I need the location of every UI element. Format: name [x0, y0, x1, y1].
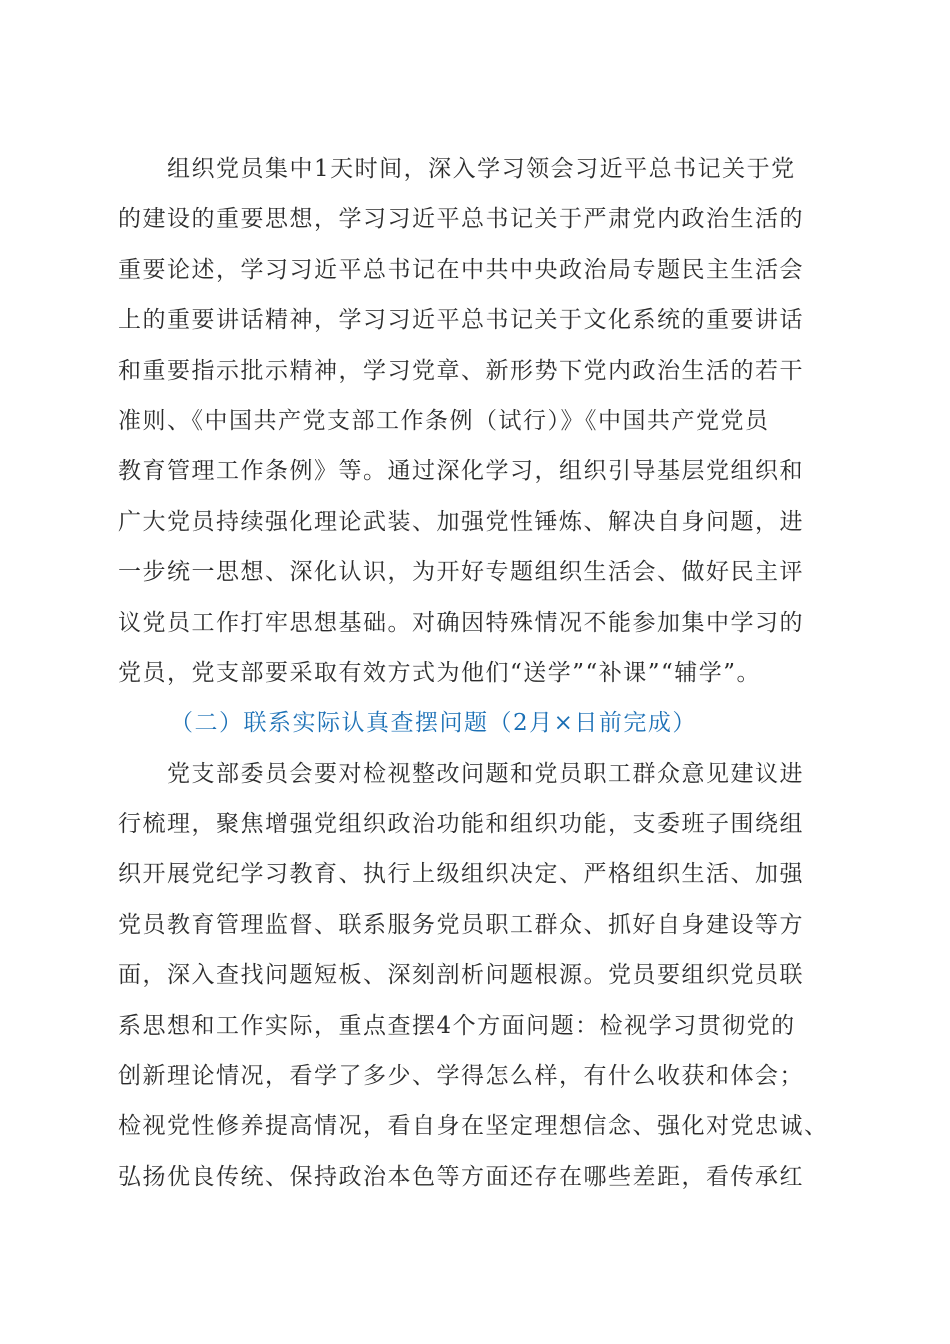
- document-body: [118, 144, 838, 1202]
- paragraph-line: 行梳理，聚焦增强党组织政治功能和组织功能，支委班子围绕组: [118, 811, 804, 838]
- paragraph-line: 党员教育管理监督、联系服务党员职工群众、抓好自身建设等方: [118, 911, 804, 938]
- paragraph-line: 织开展党纪学习教育、执行上级组织决定、严格组织生活、加强: [118, 861, 804, 888]
- paragraph-line: 上的重要讲话精神，学习习近平总书记关于文化系统的重要讲话: [118, 307, 804, 334]
- paragraph-line: 组织党员集中1天时间，深入学习领会习近平总书记关于党: [118, 156, 796, 182]
- paragraph-line: 的建设的重要思想，学习习近平总书记关于严肃党内政治生活的: [118, 206, 804, 233]
- paragraph-line: 党员，党支部要采取有效方式为他们“送学”“补课”“辅学”。: [118, 659, 762, 686]
- paragraph-line: 创新理论情况，看学了多少、学得怎么样，有什么收获和体会；: [118, 1063, 804, 1090]
- paragraph-line: 议党员工作打牢思想基础。对确因特殊情况不能参加集中学习的: [118, 609, 804, 636]
- paragraph-line: 一步统一思想、深化认识，为开好专题组织生活会、做好民主评: [118, 559, 804, 586]
- paragraph-line: 面，深入查找问题短板、深刻剖析问题根源。党员要组织党员联: [118, 962, 804, 989]
- paragraph-line: 弘扬优良传统、保持政治本色等方面还存在哪些差距，看传承红: [118, 1163, 804, 1190]
- paragraph-line: 党支部委员会要对检视整改问题和党员职工群众意见建议进: [118, 760, 804, 787]
- paragraph-line: 重要论述，学习习近平总书记在中共中央政治局专题民主生活会: [118, 256, 804, 283]
- paragraph-line: 检视党性修养提高情况，看自身在坚定理想信念、强化对党忠诚、: [118, 1113, 829, 1140]
- paragraph-line: 和重要指示批示精神，学习党章、新形势下党内政治生活的若干: [118, 357, 804, 384]
- paragraph-line: 系思想和工作实际，重点查摆4个方面问题：检视学习贯彻党的: [118, 1012, 796, 1039]
- section-heading: （二）联系实际认真查摆问题（2月×日前完成）: [170, 710, 697, 737]
- paragraph-line: 广大党员持续强化理论武装、加强党性锤炼、解决自身问题，进: [118, 508, 804, 535]
- paragraph-line: 准则、《中国共产党支部工作条例（试行）》《中国共产党党员: [118, 407, 770, 434]
- paragraph-line: 教育管理工作条例》等。通过深化学习，组织引导基层党组织和: [118, 458, 804, 485]
